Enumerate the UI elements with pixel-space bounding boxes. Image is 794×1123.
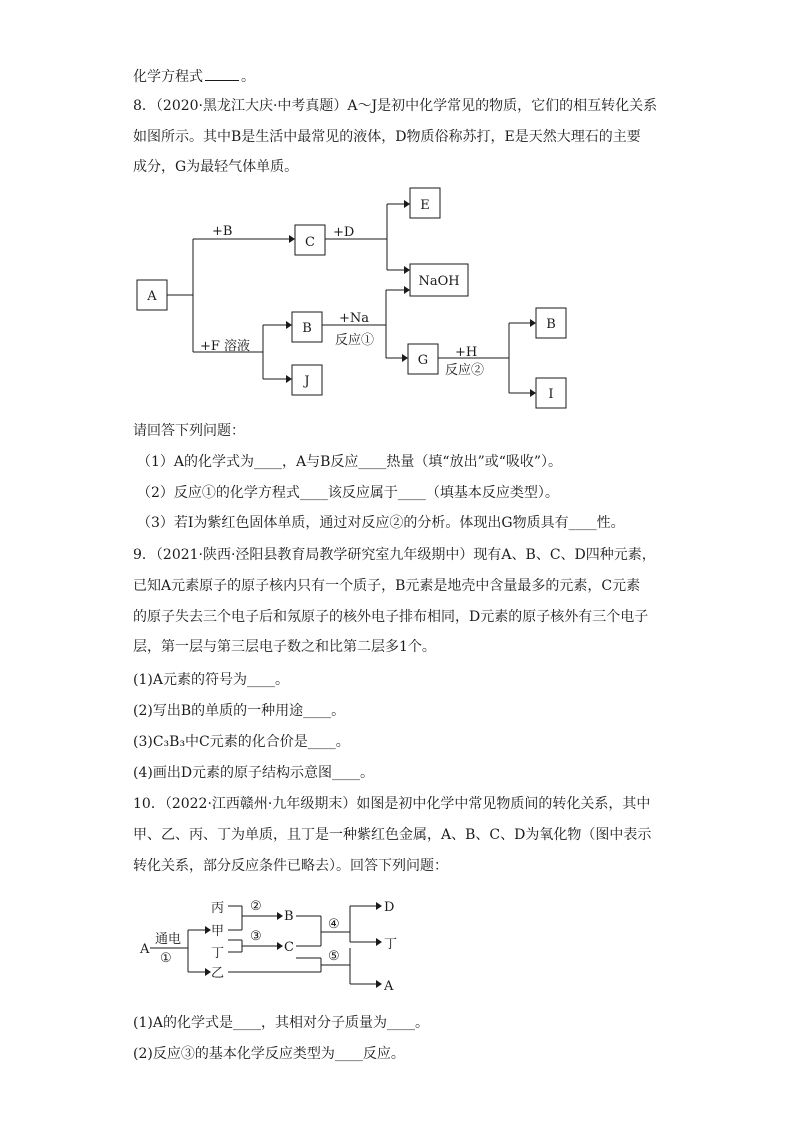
sub-question: (2)写出B的单质的一种用途____。 [133,703,346,719]
text-line: 已知A元素原子的原子核内只有一个质子，B元素是地壳中含量最多的元素，C元素 [133,578,641,594]
label: ① [160,951,172,966]
node-label: A [140,942,150,957]
node-label: C [284,940,294,955]
node-label: 甲 [211,924,225,939]
sub-question: (3)C₃B₃中C元素的化合价是____。 [133,734,350,750]
node-label: NaOH [418,274,460,289]
node-label: 丁 [211,946,225,961]
prompt-line: 请回答下列问题： [133,423,245,439]
text-line: 转化关系，部分反应条件已略去）。回答下列问题： [133,858,448,874]
text-line: 甲、乙、丙、丁为单质，且丁是一种紫红色金属，A、B、C、D为氧化物（图中表示 [133,827,652,843]
sub-question: (2)反应③的基本化学反应类型为____反应。 [133,1046,405,1062]
node-label: A [384,979,394,994]
text-line: 层，第一层与第三层电子数之和比第二层多1个。 [133,639,436,655]
node-label: B [284,909,294,924]
node-label: B [546,317,556,332]
sub-question: （1）A的化学式为____，A与B反应____热量（填“放出”或“吸收”）。 [137,454,563,470]
node-label: A [147,289,157,304]
sub-question: （3）若I为紫红色固体单质，通过对反应②的分析。体现出G物质具有____性。 [137,515,625,531]
label: +B [212,224,233,239]
label: ④ [328,917,340,932]
text-line: 如图所示。其中B是生活中最常见的液体，D物质俗称苏打，E是天然大理石的主要 [133,129,641,145]
node-label: D [384,900,395,915]
text-line: 成分，G为最轻气体单质。 [133,159,299,175]
label: ② [250,899,262,914]
label: +F 溶液 [200,339,251,354]
reaction-diagram-2 [139,899,397,994]
label: 通电 [155,932,182,947]
label: ③ [250,929,262,944]
label: +Na [339,311,370,326]
node-label: 丁 [384,937,398,952]
node-label: 丙 [211,901,225,916]
question-9-line: 9．（2021·陕西·泾阳县教育局教学研究室九年级期中）现有A、B、C、D四种元素， [133,547,656,563]
text-line: 的原子失去三个电子后和氖原子的核外电子排布相同，D元素的原子核外有三个电子 [133,609,649,625]
node-label: G [417,353,429,368]
question-10-line: 10．（2022·江西赣州·九年级期末）如图是初中化学中常见物质间的转化关系，其中 [133,796,651,812]
sub-question: (4)画出D元素的原子结构示意图____。 [133,765,375,781]
node-label: E [420,198,430,213]
sub-question: （2）反应①的化学方程式____该反应属于____（填基本反应类型）。 [137,485,559,501]
node-label: 乙 [211,966,225,981]
node-label: B [302,321,312,336]
question-8-line: 8．（2020·黑龙江大庆·中考真题）A～J是初中化学常见的物质，它们的相互转化关系 [133,98,658,114]
node-label: C [305,235,315,250]
label: 反应① [335,333,375,348]
node-label: I [548,387,554,402]
text-line: 化学方程式 。 [133,66,255,87]
label: +H [455,345,478,360]
node-label: J [304,374,310,389]
label: +D [333,225,355,240]
sub-question: (1)A的化学式是____，其相对分子质量为____。 [133,1015,429,1031]
sub-question: (1)A元素的符号为____。 [133,672,289,688]
label: 反应② [445,363,485,378]
label: ⑤ [328,949,340,964]
